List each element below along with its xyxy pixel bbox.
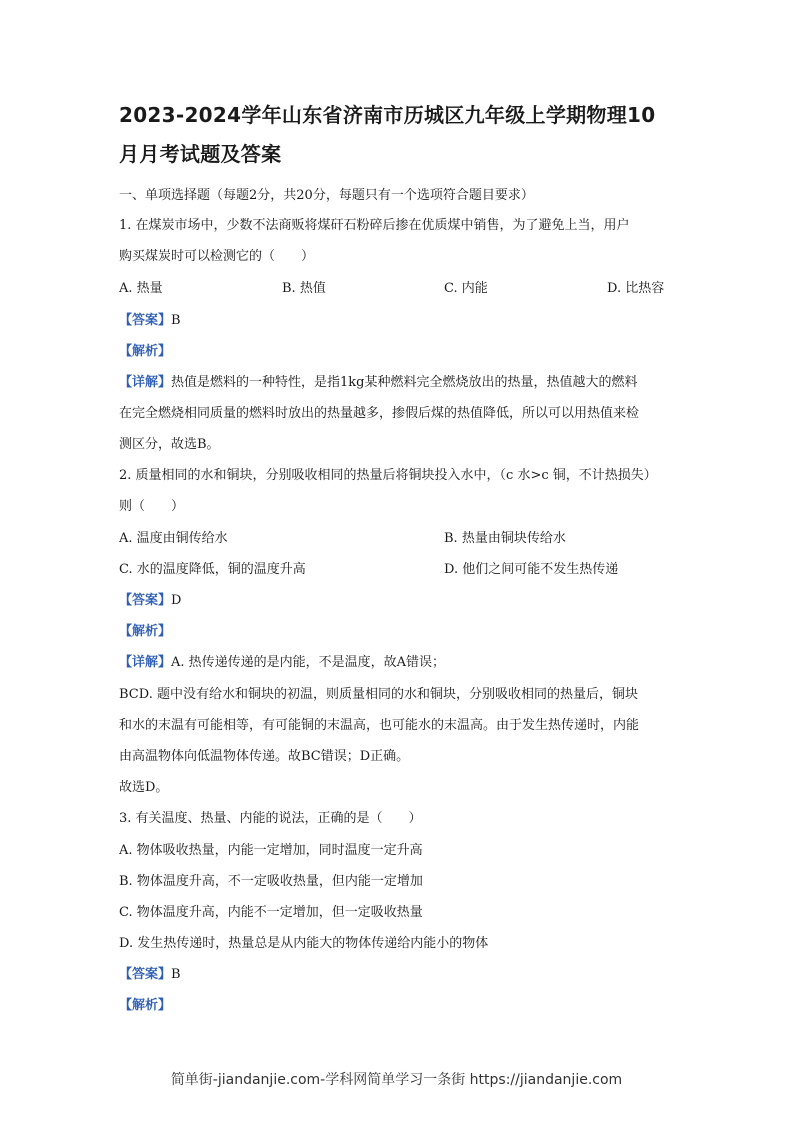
detail-text: 热值是燃料的一种特性，是指1kg某种燃料完全燃烧放出的热量，热值越大的燃料 xyxy=(171,375,638,390)
q1-stem-line-1: 1. 在煤炭市场中，少数不法商贩将煤矸石粉碎后掺在优质煤中销售，为了避免上当，用户 xyxy=(119,218,630,233)
q1-detail-line-3: 测区分，故选B。 xyxy=(119,437,220,452)
detail-text: A. 热传递传递的是内能，不是温度，故A错误； xyxy=(171,655,446,670)
answer-tag: 【答案】 xyxy=(119,593,172,608)
q3-option-c: C. 物体温度升高，内能不一定增加，但一定吸收热量 xyxy=(119,905,423,920)
title-line-2: 月月考试题及答案 xyxy=(119,142,282,166)
analysis-tag: 【解析】 xyxy=(119,344,172,359)
q1-stem-line-2: 购买煤炭时可以检测它的（ ） xyxy=(119,249,315,264)
section-heading: 一、单项选择题（每题2分，共20分，每题只有一个选项符合题目要求） xyxy=(119,188,534,203)
answer-value: B xyxy=(171,313,181,328)
q3-option-a: A. 物体吸收热量，内能一定增加，同时温度一定升高 xyxy=(119,843,423,858)
q2-detail-line-1 xyxy=(119,653,445,673)
q1-option-a: A. 热量 xyxy=(119,281,163,296)
analysis-tag: 【解析】 xyxy=(119,998,172,1013)
q2-option-c: C. 水的温度降低，铜的温度升高 xyxy=(119,562,306,577)
q3-option-d: D. 发生热传递时，热量总是从内能大的物体传递给内能小的物体 xyxy=(119,936,489,951)
q2-analysis xyxy=(119,622,171,642)
q2-detail-line-3: 和水的末温有可能相等，有可能铜的末温高，也可能水的末温高。由于发生热传递时，内能 xyxy=(119,718,640,733)
q2-detail-line-4: 由高温物体向低温物体传递。故BC错误；D正确。 xyxy=(119,749,410,764)
answer-value: B xyxy=(171,967,181,982)
q1-detail-line-2: 在完全燃烧相同质量的燃料时放出的热量越多，掺假后煤的热值降低，所以可以用热值来检 xyxy=(119,406,640,421)
document-title xyxy=(119,96,699,174)
detail-tag: 【详解】 xyxy=(119,655,172,670)
q2-detail-line-5: 故选D。 xyxy=(119,780,169,795)
detail-tag: 【详解】 xyxy=(119,375,172,390)
q1-analysis xyxy=(119,342,171,362)
title-line-1: 2023-2024学年山东省济南市历城区九年级上学期物理10 xyxy=(119,103,656,127)
q3-analysis xyxy=(119,996,171,1016)
q1-option-b: B. 热值 xyxy=(282,281,326,296)
q1-detail-line-1 xyxy=(119,373,638,393)
q2-option-b: B. 热量由铜块传给水 xyxy=(444,531,566,546)
q3-answer xyxy=(119,965,181,985)
q1-option-c: C. 内能 xyxy=(444,281,488,296)
q1-option-d: D. 比热容 xyxy=(607,281,665,296)
answer-tag: 【答案】 xyxy=(119,313,172,328)
page-footer: 简单街-jiandanjie.com-学科网简单学习一条街 https://jiandanjie.com xyxy=(170,1072,623,1088)
q3-stem: 3. 有关温度、热量、内能的说法，正确的是（ ） xyxy=(119,811,422,826)
answer-tag: 【答案】 xyxy=(119,967,172,982)
q2-answer xyxy=(119,591,181,611)
q2-detail-line-2: BCD. 题中没有给水和铜块的初温，则质量相同的水和铜块，分别吸收相同的热量后，铜块 xyxy=(119,687,638,702)
q2-option-d: D. 他们之间可能不发生热传递 xyxy=(444,562,619,577)
analysis-tag: 【解析】 xyxy=(119,624,172,639)
q1-answer xyxy=(119,311,181,331)
q2-stem-line-1: 2. 质量相同的水和铜块，分别吸收相同的热量后将铜块投入水中，（c 水>c 铜，不计热损失） xyxy=(119,468,657,483)
q3-option-b: B. 物体温度升高，不一定吸收热量，但内能一定增加 xyxy=(119,874,423,889)
q2-option-a: A. 温度由铜传给水 xyxy=(119,531,228,546)
q2-stem-line-2: 则（ ） xyxy=(119,499,185,514)
answer-value: D xyxy=(171,593,182,608)
